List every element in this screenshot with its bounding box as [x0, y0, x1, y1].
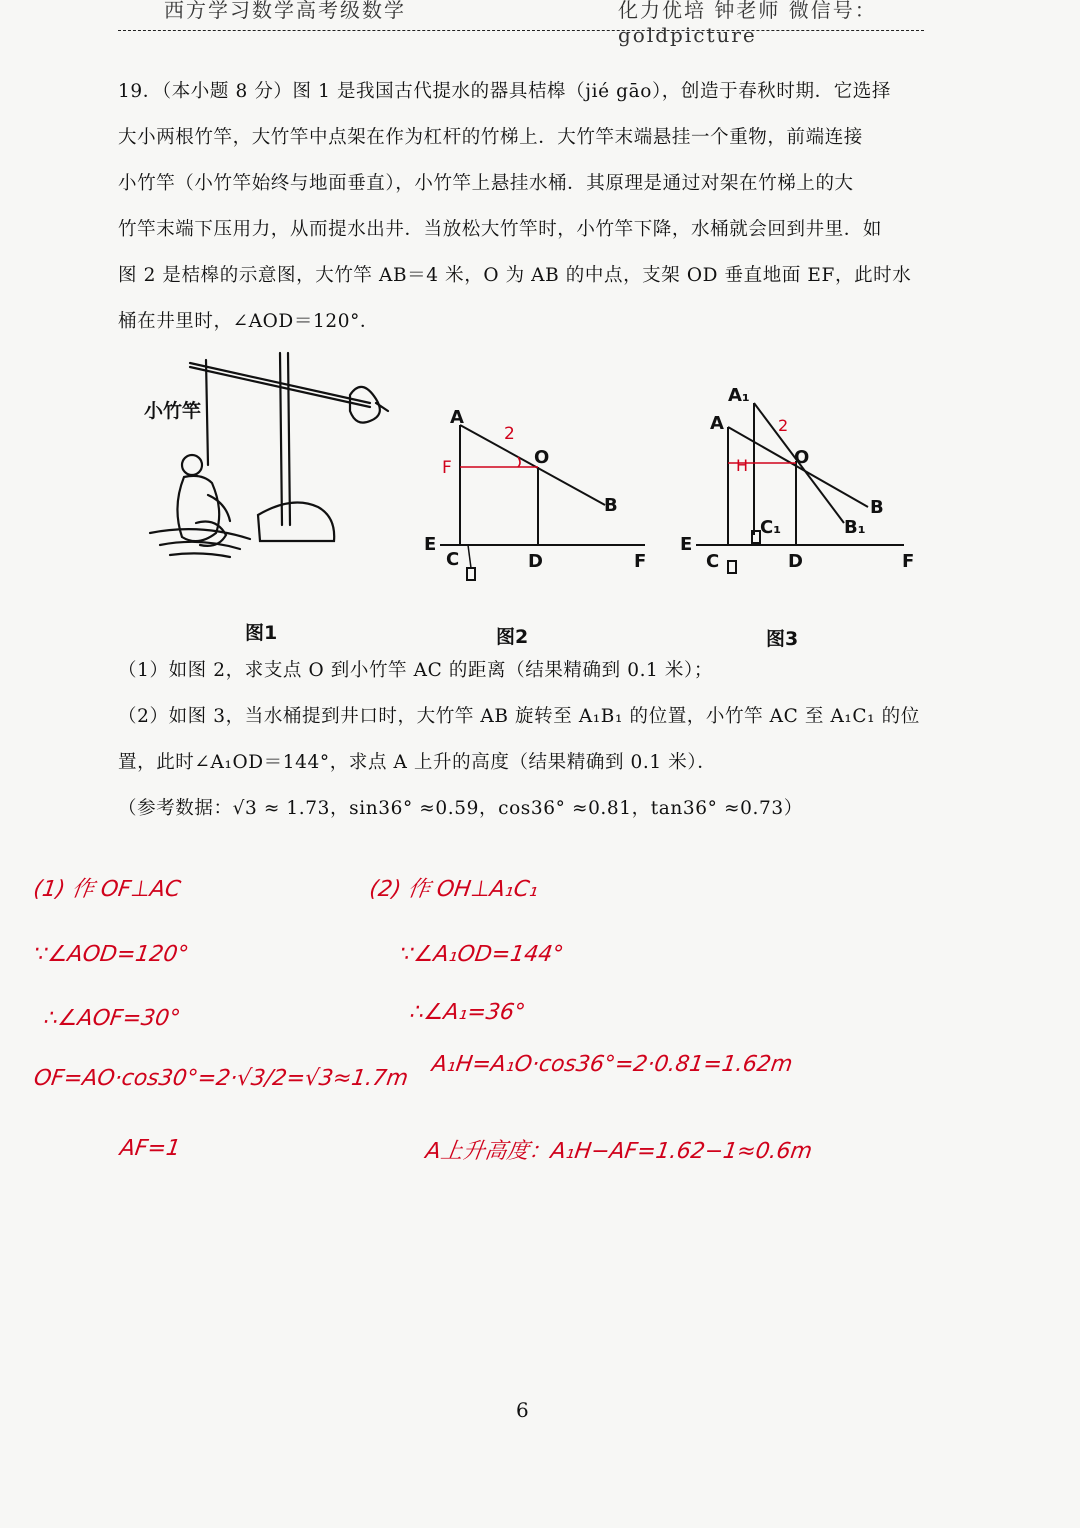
problem-line-4: 竹竿末端下压用力，从而提水出井．当放松大竹竿时，小竹竿下降，水桶就会回到井里．如 — [118, 219, 883, 240]
hw-s2-line-4: A₁H=A₁O·cos36°=2·0.81=1.62m — [430, 1052, 795, 1077]
question-2-line-2: 置，此时∠A₁OD＝144°，求点 A 上升的高度（结果精确到 0.1 米）． — [118, 752, 717, 773]
fig3-label-B1: B₁ — [844, 517, 866, 538]
bucket-original — [728, 561, 736, 573]
small-pole — [206, 360, 208, 465]
hw-s1-line-1: (1) 作 OF⊥AC — [31, 877, 183, 902]
rock — [258, 503, 334, 542]
fig2-label-A: A — [450, 407, 464, 428]
question-2-line-1: （2）如图 3，当水桶提到井口时，大竹竿 AB 旋转至 A₁B₁ 的位置，小竹竿 AC 至 A₁C₁ 的位 — [118, 706, 920, 727]
figure-2-diagram — [420, 405, 660, 585]
fig3-label-O: O — [794, 447, 810, 468]
fig2-label-B: B — [604, 495, 618, 516]
hw-s2-line-1: (2) 作 OH⊥A₁C₁ — [367, 877, 540, 902]
hw-s1-line-4: OF=AO·cos30°=2·√3/2=√3≈1.7m — [32, 1066, 410, 1091]
fig3-mark-H: H — [736, 456, 749, 475]
reference-data: （参考数据：√3 ≈ 1.73，sin36° ≈0.59，cos36° ≈0.81，tan36° ≈0.73） — [118, 798, 803, 819]
hw-s1-line-5: AF=1 — [118, 1136, 182, 1161]
person-head — [182, 455, 202, 475]
fig3-label-E: E — [680, 534, 693, 555]
fig2-mark-2: 2 — [504, 424, 515, 444]
fig3-label-A: A — [710, 413, 724, 434]
fig3-label-C: C — [706, 551, 720, 572]
hw-s1-line-2: ∵∠AOD=120° — [32, 942, 191, 967]
question-1: （1）如图 2，求支点 O 到小竹竿 AC 的距离（结果精确到 0.1 米）； — [118, 660, 713, 681]
fig2-label-F: F — [634, 551, 647, 572]
fig2-label-D: D — [528, 551, 543, 572]
problem-line-2: 大小两根竹竿，大竹竿中点架在作为杠杆的竹梯上．大竹竿末端悬挂一个重物，前端连接 — [118, 127, 863, 148]
problem-line-3: 小竹竿（小竹竿始终与地面垂直），小竹竿上悬挂水桶．其原理是通过对架在竹梯上的大 — [118, 173, 854, 194]
bucket — [467, 568, 475, 580]
header-left: 西方学习数学高考级数学 — [164, 0, 406, 22]
fig3-label-A1: A₁ — [728, 385, 750, 406]
caption-figure-2: 图2 — [496, 626, 529, 648]
caption-figure-3: 图3 — [766, 628, 799, 650]
page-number: 6 — [516, 1398, 529, 1422]
problem-line-5: 图 2 是桔槔的示意图，大竹竿 AB＝4 米，O 为 AB 的中点，支架 OD 垂直地面 EF，此时水 — [118, 265, 912, 286]
problem-line-6: 桶在井里时，∠AOD＝120°． — [118, 311, 380, 332]
fig3-mark-2: 2 — [778, 416, 789, 435]
frame-post — [280, 353, 282, 525]
fig2-mark-F: F — [442, 458, 452, 478]
fig3-label-C1: C₁ — [760, 517, 782, 538]
fig2-label-E: E — [424, 534, 437, 555]
problem-line-1: 19．（本小题 8 分）图 1 是我国古代提水的器具桔槔（jié gāo），创造于春秋时期．它选择 — [118, 81, 891, 102]
fig3-label-F: F — [902, 551, 915, 572]
fig3-label-B: B — [870, 497, 884, 518]
hw-s2-line-2: ∵∠A₁OD=144° — [398, 942, 566, 967]
header-right: 化力优培 钟老师 微信号：goldpicture — [618, 0, 877, 47]
hw-s2-line-3: ∴∠A₁=36° — [408, 1000, 527, 1025]
fig2-label-C: C — [446, 549, 460, 570]
big-pole-AB — [460, 425, 605, 505]
fig2-label-O: O — [534, 447, 550, 468]
caption-figure-1: 图1 — [245, 622, 278, 644]
figure-3-diagram — [676, 385, 916, 585]
fig1-label: 小竹竿 — [144, 400, 202, 422]
hw-s2-line-5: A上升高度：A₁H−AF=1.62−1≈0.6m — [423, 1139, 814, 1164]
page-header — [118, 0, 924, 47]
figure-1-illustration — [140, 345, 400, 565]
hw-s1-line-3: ∴∠AOF=30° — [42, 1006, 182, 1031]
fig3-label-D: D — [788, 551, 803, 572]
